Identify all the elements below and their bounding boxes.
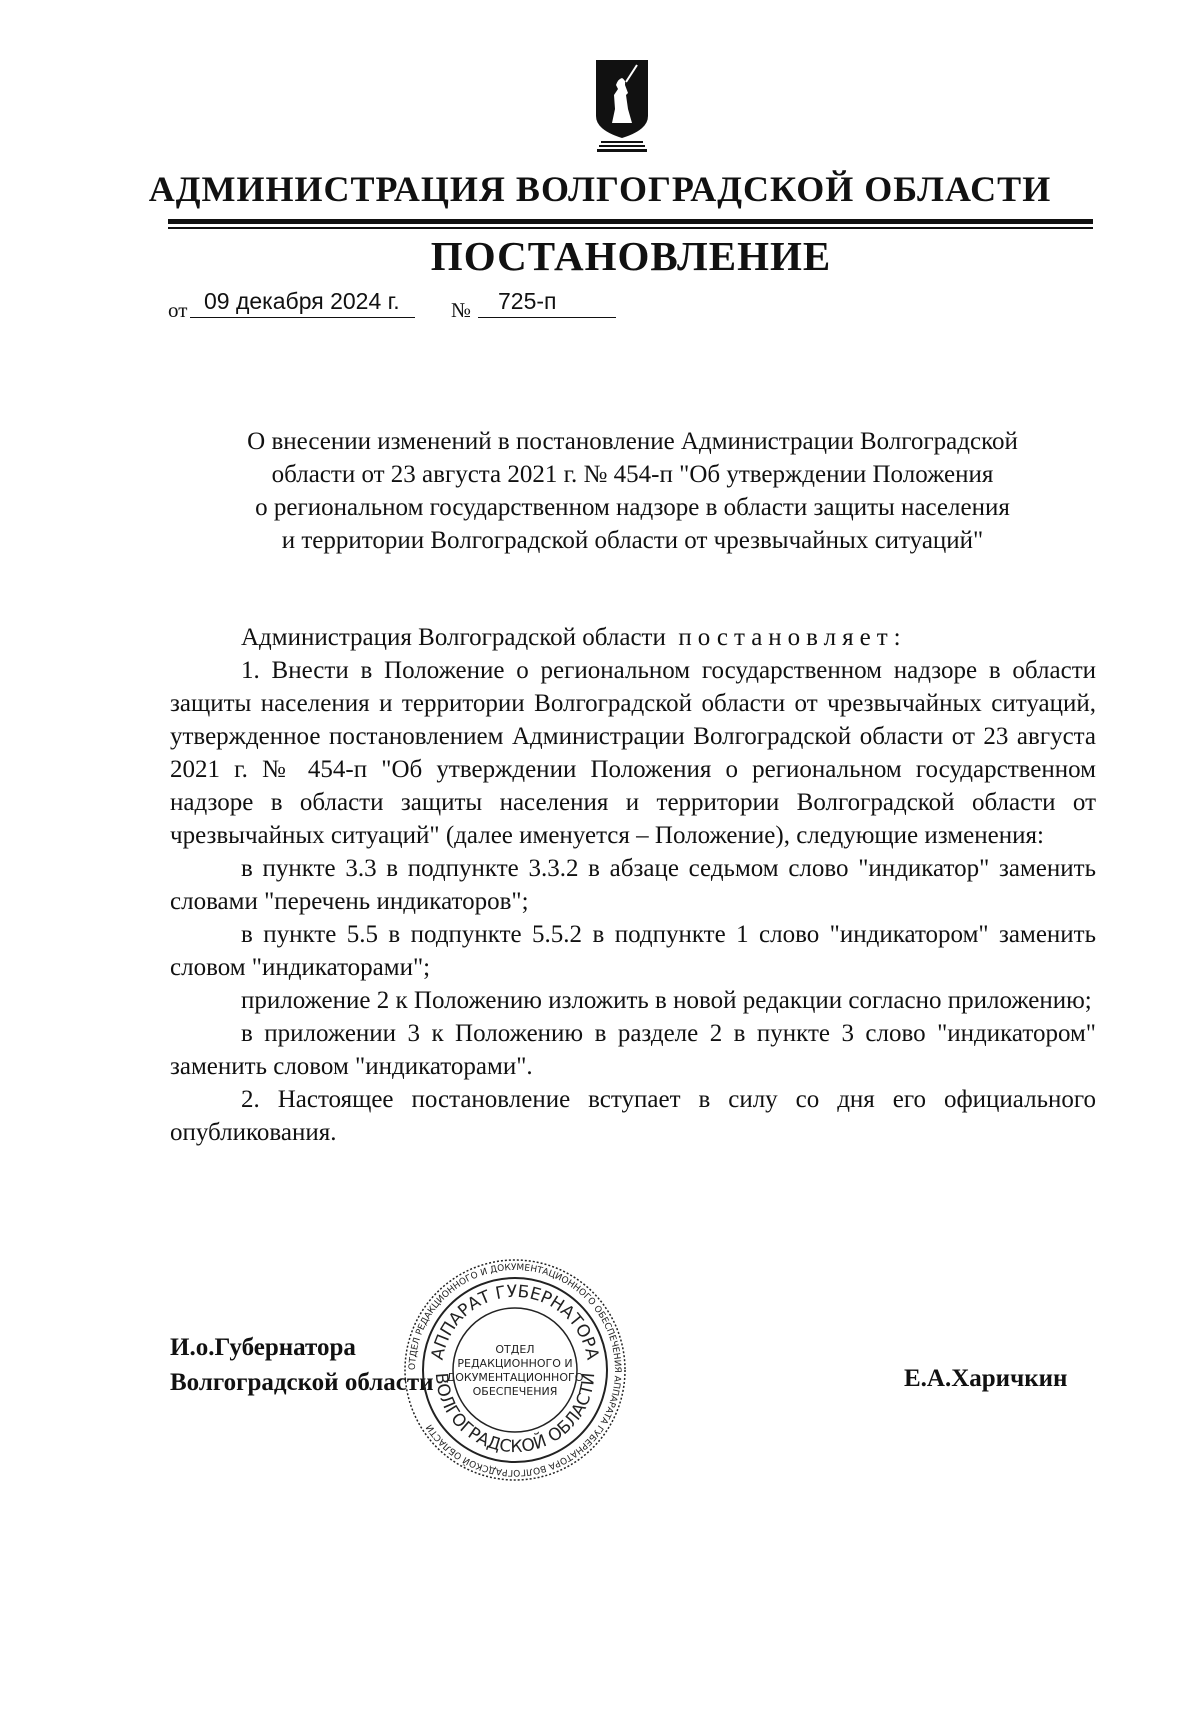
preamble [170,621,1096,654]
coat-of-arms-emblem [593,58,651,154]
body-paragraph: приложение 2 к Положению изложить в новой редакции согласно приложению; [241,987,1092,1014]
number-prefix: № [451,298,472,322]
body-paragraph: в приложении 3 к Положению в разделе 2 в пункте 3 слово "индикатором" заменить словом "индикаторами". [170,1020,1096,1080]
document-subject [170,425,1095,557]
document-number: 725-п [478,288,616,318]
signatory-title-line: Волгоградской области [170,1369,434,1396]
document-body [170,621,1096,1149]
header-rule-thick [168,219,1093,224]
body-paragraph: в пункте 5.5 в подпункте 5.5.2 в подпункте 1 слово "индикатором" заменить словом "индикаторами"; [170,921,1096,981]
stamp-ring-top: АППАРАТ ГУБЕРНАТОРА [427,1281,603,1362]
subject-line: о региональном государственном надзоре в области защиты населения [255,494,1010,521]
header-rule-thin [168,227,1093,229]
signatory-name: Е.А.Харичкин [904,1365,1068,1392]
signatory-title-line: И.о.Губернатора [170,1334,356,1361]
document-type-title: ПОСТАНОВЛЕНИЕ [430,233,832,279]
subject-line: области от 23 августа 2021 г. № 454-п "Об утверждении Положения [271,461,994,488]
signatory-title [170,1330,434,1400]
body-paragraph: в пункте 3.3 в подпункте 3.3.2 в абзаце седьмом слово "индикатор" заменить словами "перечень индикаторов"; [170,855,1096,915]
preamble-subject: Администрация Волгоградской области [241,624,666,651]
stamp-center-line: ОБЕСПЕЧЕНИЯ [472,1385,558,1398]
stamp-outer-text: ОТДЕЛ РЕДАКЦИОННОГО И ДОКУМЕНТАЦИОННОГО ОБЕСПЕЧЕНИЯ АППАРАТА ГУБЕРНАТОРА ВОЛГОГРАДСКОЙ ОБЛАСТИ [407,1262,623,1478]
organization-title: АДМИНИСТРАЦИЯ ВОЛГОГРАДСКОЙ ОБЛАСТИ [148,169,1052,209]
subject-line: О внесении изменений в постановление Администрации Волгоградской [247,428,1018,455]
stamp-center-line: ОТДЕЛ [495,1343,535,1356]
document-date: 09 декабря 2024 г. [190,288,415,318]
date-prefix: от [168,298,188,322]
stamp-center-line: ДОКУМЕНТАЦИОННОГО [446,1371,584,1384]
body-paragraph: 1. Внести в Положение о региональном государственном надзоре в области защиты населения и территории Волгоградской области от чрезвычайных ситуаций, утвержденное постановлением Администрации Волгоградской области от 23 августа 2021 г. № 454-п "Об утверждении Положения о региональном государственном надзоре в области защиты населения и территории Волгоградской области от чрезвычайных ситуаций" (далее именуется – Положение), следующие изменения: [170,657,1096,849]
preamble-verb: постановляет: [678,624,907,651]
official-seal-stamp [400,1255,630,1485]
body-paragraph: 2. Настоящее постановление вступает в силу со дня его официального опубликования. [170,1086,1096,1146]
stamp-center-line: РЕДАКЦИОННОГО И [457,1357,573,1370]
stamp-ring-bottom: ВОЛГОГРАДСКОЙ ОБЛАСТИ [430,1371,600,1458]
subject-line: и территории Волгоградской области от чрезвычайных ситуаций" [281,527,984,554]
